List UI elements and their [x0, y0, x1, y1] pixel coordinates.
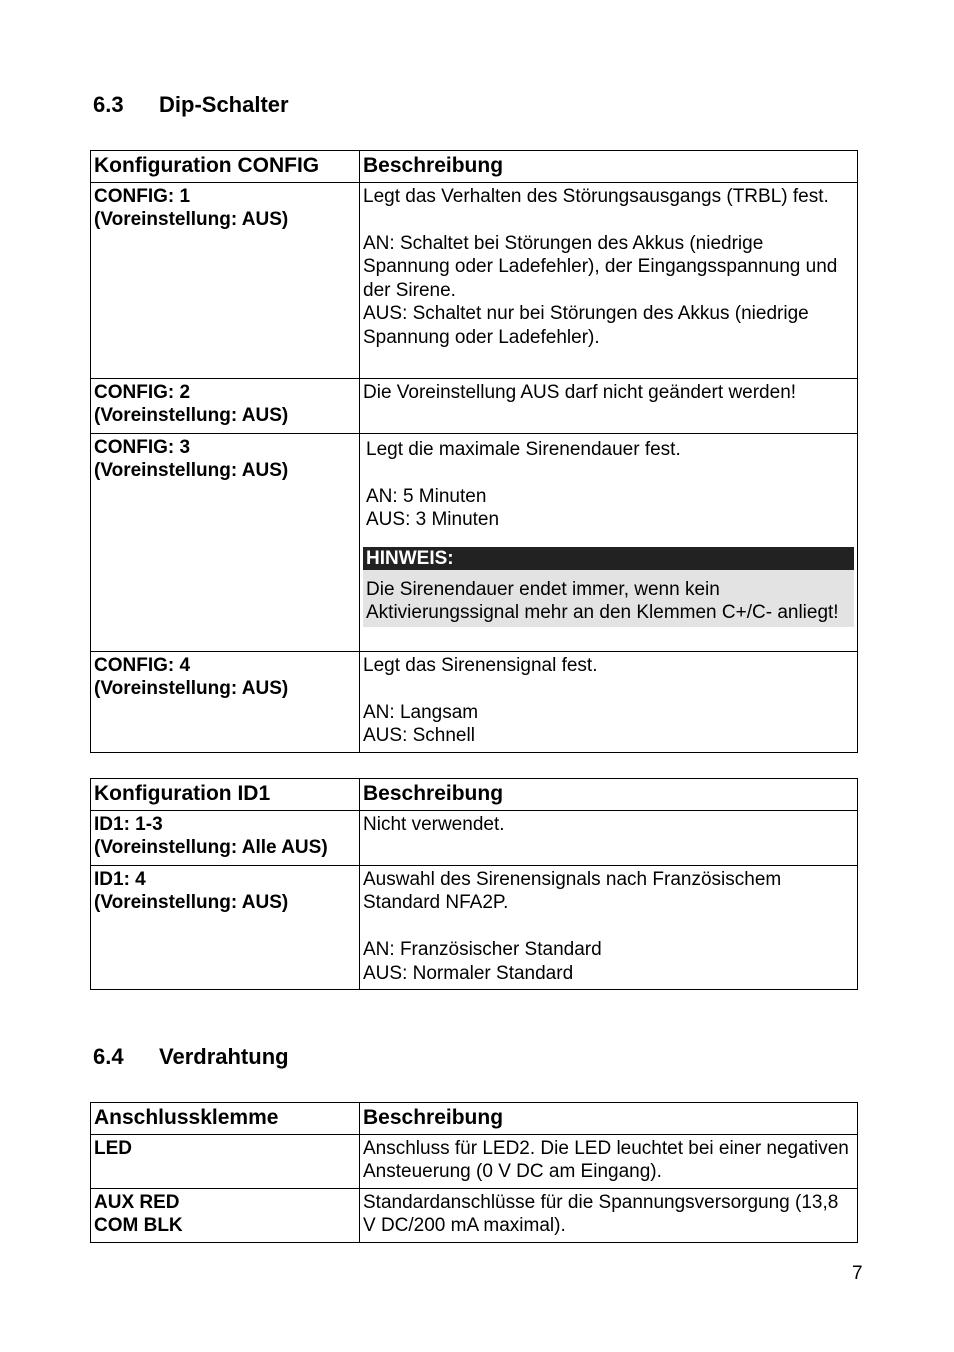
desc-text: AN: Langsam: [363, 701, 479, 723]
table-row: [91, 865, 858, 989]
desc-text: Standardanschlüsse für die Spannungsversorgung (13,8 V DC/200 mA maximal).: [363, 1191, 839, 1236]
key-line: (Voreinstellung: AUS): [94, 460, 289, 481]
desc-text: Legt das Verhalten des Störungsausgangs (TRBL) fest.: [363, 185, 829, 207]
key-line: CONFIG: 3: [94, 436, 191, 458]
desc-cell: [360, 1188, 858, 1242]
desc-text: Nicht verwendet.: [363, 813, 505, 835]
desc-cell: [360, 433, 858, 651]
wiring-table: [90, 1102, 858, 1243]
column-header: Beschreibung: [360, 1103, 858, 1135]
desc-text: Anschluss für LED2. Die LED leuchtet bei einer negativen Ansteuerung (0 V DC am Eingang).: [363, 1137, 849, 1182]
section-number: 6.3: [93, 92, 124, 117]
desc-cell: [360, 378, 858, 433]
key-line: AUX RED: [94, 1191, 180, 1213]
key-line: (Voreinstellung: AUS): [94, 209, 289, 230]
key-line: LED: [94, 1137, 132, 1159]
desc-text: AUS: Schnell: [363, 725, 475, 746]
table-header-row: [91, 779, 858, 811]
column-header: Anschlussklemme: [91, 1103, 360, 1135]
desc-text: AN: 5 Minuten: [366, 485, 487, 507]
desc-cell: [360, 182, 858, 378]
desc-text: Legt das Sirenensignal fest.: [363, 654, 598, 676]
desc-cell: [360, 865, 858, 989]
table-row: [91, 810, 858, 865]
table-row: [91, 182, 858, 378]
id1-table: [90, 778, 858, 990]
key-line: COM BLK: [94, 1215, 183, 1236]
section-title: Dip-Schalter: [159, 92, 289, 117]
key-cell: [91, 810, 360, 865]
column-header: Beschreibung: [360, 779, 858, 811]
column-header: Konfiguration CONFIG: [91, 151, 360, 183]
desc-cell: [360, 651, 858, 752]
key-line: CONFIG: 1: [94, 185, 191, 207]
key-line: CONFIG: 4: [94, 654, 191, 676]
desc-text: AUS: Schaltet nur bei Störungen des Akkus (niedrige Spannung oder Ladefehler).: [363, 303, 809, 348]
key-cell: [91, 378, 360, 433]
table-row: [91, 651, 858, 752]
section-heading-6-4: [93, 1044, 289, 1070]
key-line: (Voreinstellung: AUS): [94, 678, 289, 699]
key-line: ID1: 4: [94, 868, 146, 890]
column-header: Beschreibung: [360, 151, 858, 183]
key-cell: [91, 433, 360, 651]
section-heading-6-3: [93, 92, 289, 118]
column-header: Konfiguration ID1: [91, 779, 360, 811]
section-number: 6.4: [93, 1044, 124, 1069]
key-line: (Voreinstellung: Alle AUS): [94, 837, 328, 858]
desc-text: Die Voreinstellung AUS darf nicht geändert werden!: [363, 381, 797, 403]
desc-text: AUS: 3 Minuten: [366, 509, 500, 530]
desc-text: Auswahl des Sirenensignals nach Französischem Standard NFA2P.: [363, 868, 782, 913]
key-cell: [91, 865, 360, 989]
config-table: [90, 150, 858, 753]
desc-text: AN: Französischer Standard: [363, 939, 602, 960]
table-header-row: [91, 1103, 858, 1135]
desc-cell: [360, 1134, 858, 1188]
desc-cell: [360, 810, 858, 865]
table-row: [91, 378, 858, 433]
key-cell: [91, 1188, 360, 1242]
key-cell: [91, 651, 360, 752]
desc-text: Legt die maximale Sirenendauer fest.: [366, 438, 681, 460]
table-row: [91, 1188, 858, 1242]
key-line: (Voreinstellung: AUS): [94, 405, 289, 426]
hint-label: HINWEIS:: [363, 547, 854, 570]
page-number: 7: [852, 1263, 863, 1284]
key-cell: [91, 182, 360, 378]
key-line: ID1: 1-3: [94, 813, 163, 835]
table-row: [91, 1134, 858, 1188]
hint-text: Die Sirenendauer endet immer, wenn kein Aktivierungssignal mehr an den Klemmen C+/C- anliegt!: [363, 570, 854, 627]
table-row: [91, 433, 858, 651]
table-header-row: [91, 151, 858, 183]
section-title: Verdrahtung: [159, 1044, 289, 1069]
key-line: (Voreinstellung: AUS): [94, 892, 289, 913]
desc-text: AUS: Normaler Standard: [363, 962, 574, 984]
desc-text: AN: Schaltet bei Störungen des Akkus (niedrige Spannung oder Ladefehler), der Eingangsspannung und der Sirene.: [363, 232, 838, 301]
key-line: CONFIG: 2: [94, 381, 191, 403]
key-cell: [91, 1134, 360, 1188]
